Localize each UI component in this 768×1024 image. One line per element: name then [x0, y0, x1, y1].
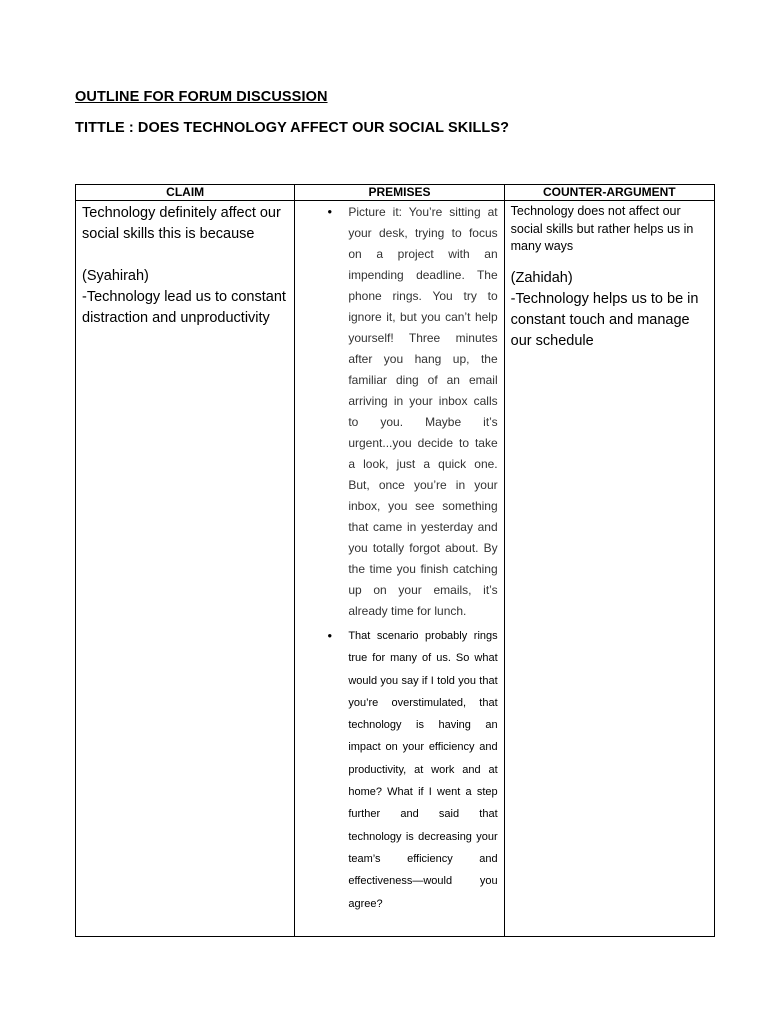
- claim-point: -Technology lead us to constant distraction and unproductivity: [82, 289, 286, 326]
- document-title: TITTLE : DOES TECHNOLOGY AFFECT OUR SOCIAL SKILLS?: [75, 120, 510, 136]
- counter-intro: Technology does not affect our social skills but rather helps us in many ways: [510, 204, 694, 253]
- counter-argument-cell: [504, 201, 714, 937]
- outline-table: [75, 184, 715, 937]
- bullet-icon: ●: [327, 631, 333, 640]
- header-counter-argument: COUNTER-ARGUMENT: [504, 185, 714, 201]
- bullet-icon: ●: [327, 207, 333, 216]
- claim-author: (Syahirah): [82, 268, 149, 284]
- header-claim: CLAIM: [76, 185, 295, 201]
- header-premises: PREMISES: [295, 185, 504, 201]
- premise-text: That scenario probably rings true for many of us. So what would you say if I told you that you’re overstimulated, that technology is having an impact on your efficiency and productivity, at work and at home? What if I went a step further and said that technology is decreasing your team’s efficiency and effectiveness—would you agree?: [348, 630, 498, 910]
- premises-list: [295, 201, 497, 915]
- claim-intro: Technology definitely affect our social skills this is because: [82, 205, 281, 242]
- table-row: [76, 201, 715, 937]
- premise-item: [295, 625, 497, 915]
- claim-cell: [76, 201, 295, 937]
- premise-item: [295, 201, 497, 622]
- counter-point: -Technology helps us to be in constant touch and manage our schedule: [510, 290, 699, 349]
- document-heading: OUTLINE FOR FORUM DISCUSSION: [75, 89, 328, 105]
- table-header-row: [76, 185, 715, 201]
- premise-text: Picture it: You’re sitting at your desk, trying to focus on a project with an impending deadline. The phone rings. You try to ignore it, but you can’t help yourself! Three minutes after you hang up, the familiar ding of an email arriving in your inbox calls to you. Maybe it’s urgent...you decide to take a look, just a quick one. But, once you’re in your inbox, you see something that came in yesterday and you totally forgot about. By the time you finish catching up on your emails, it’s already time for lunch.: [348, 205, 498, 618]
- premises-cell: [295, 201, 504, 937]
- counter-author: (Zahidah): [510, 269, 573, 286]
